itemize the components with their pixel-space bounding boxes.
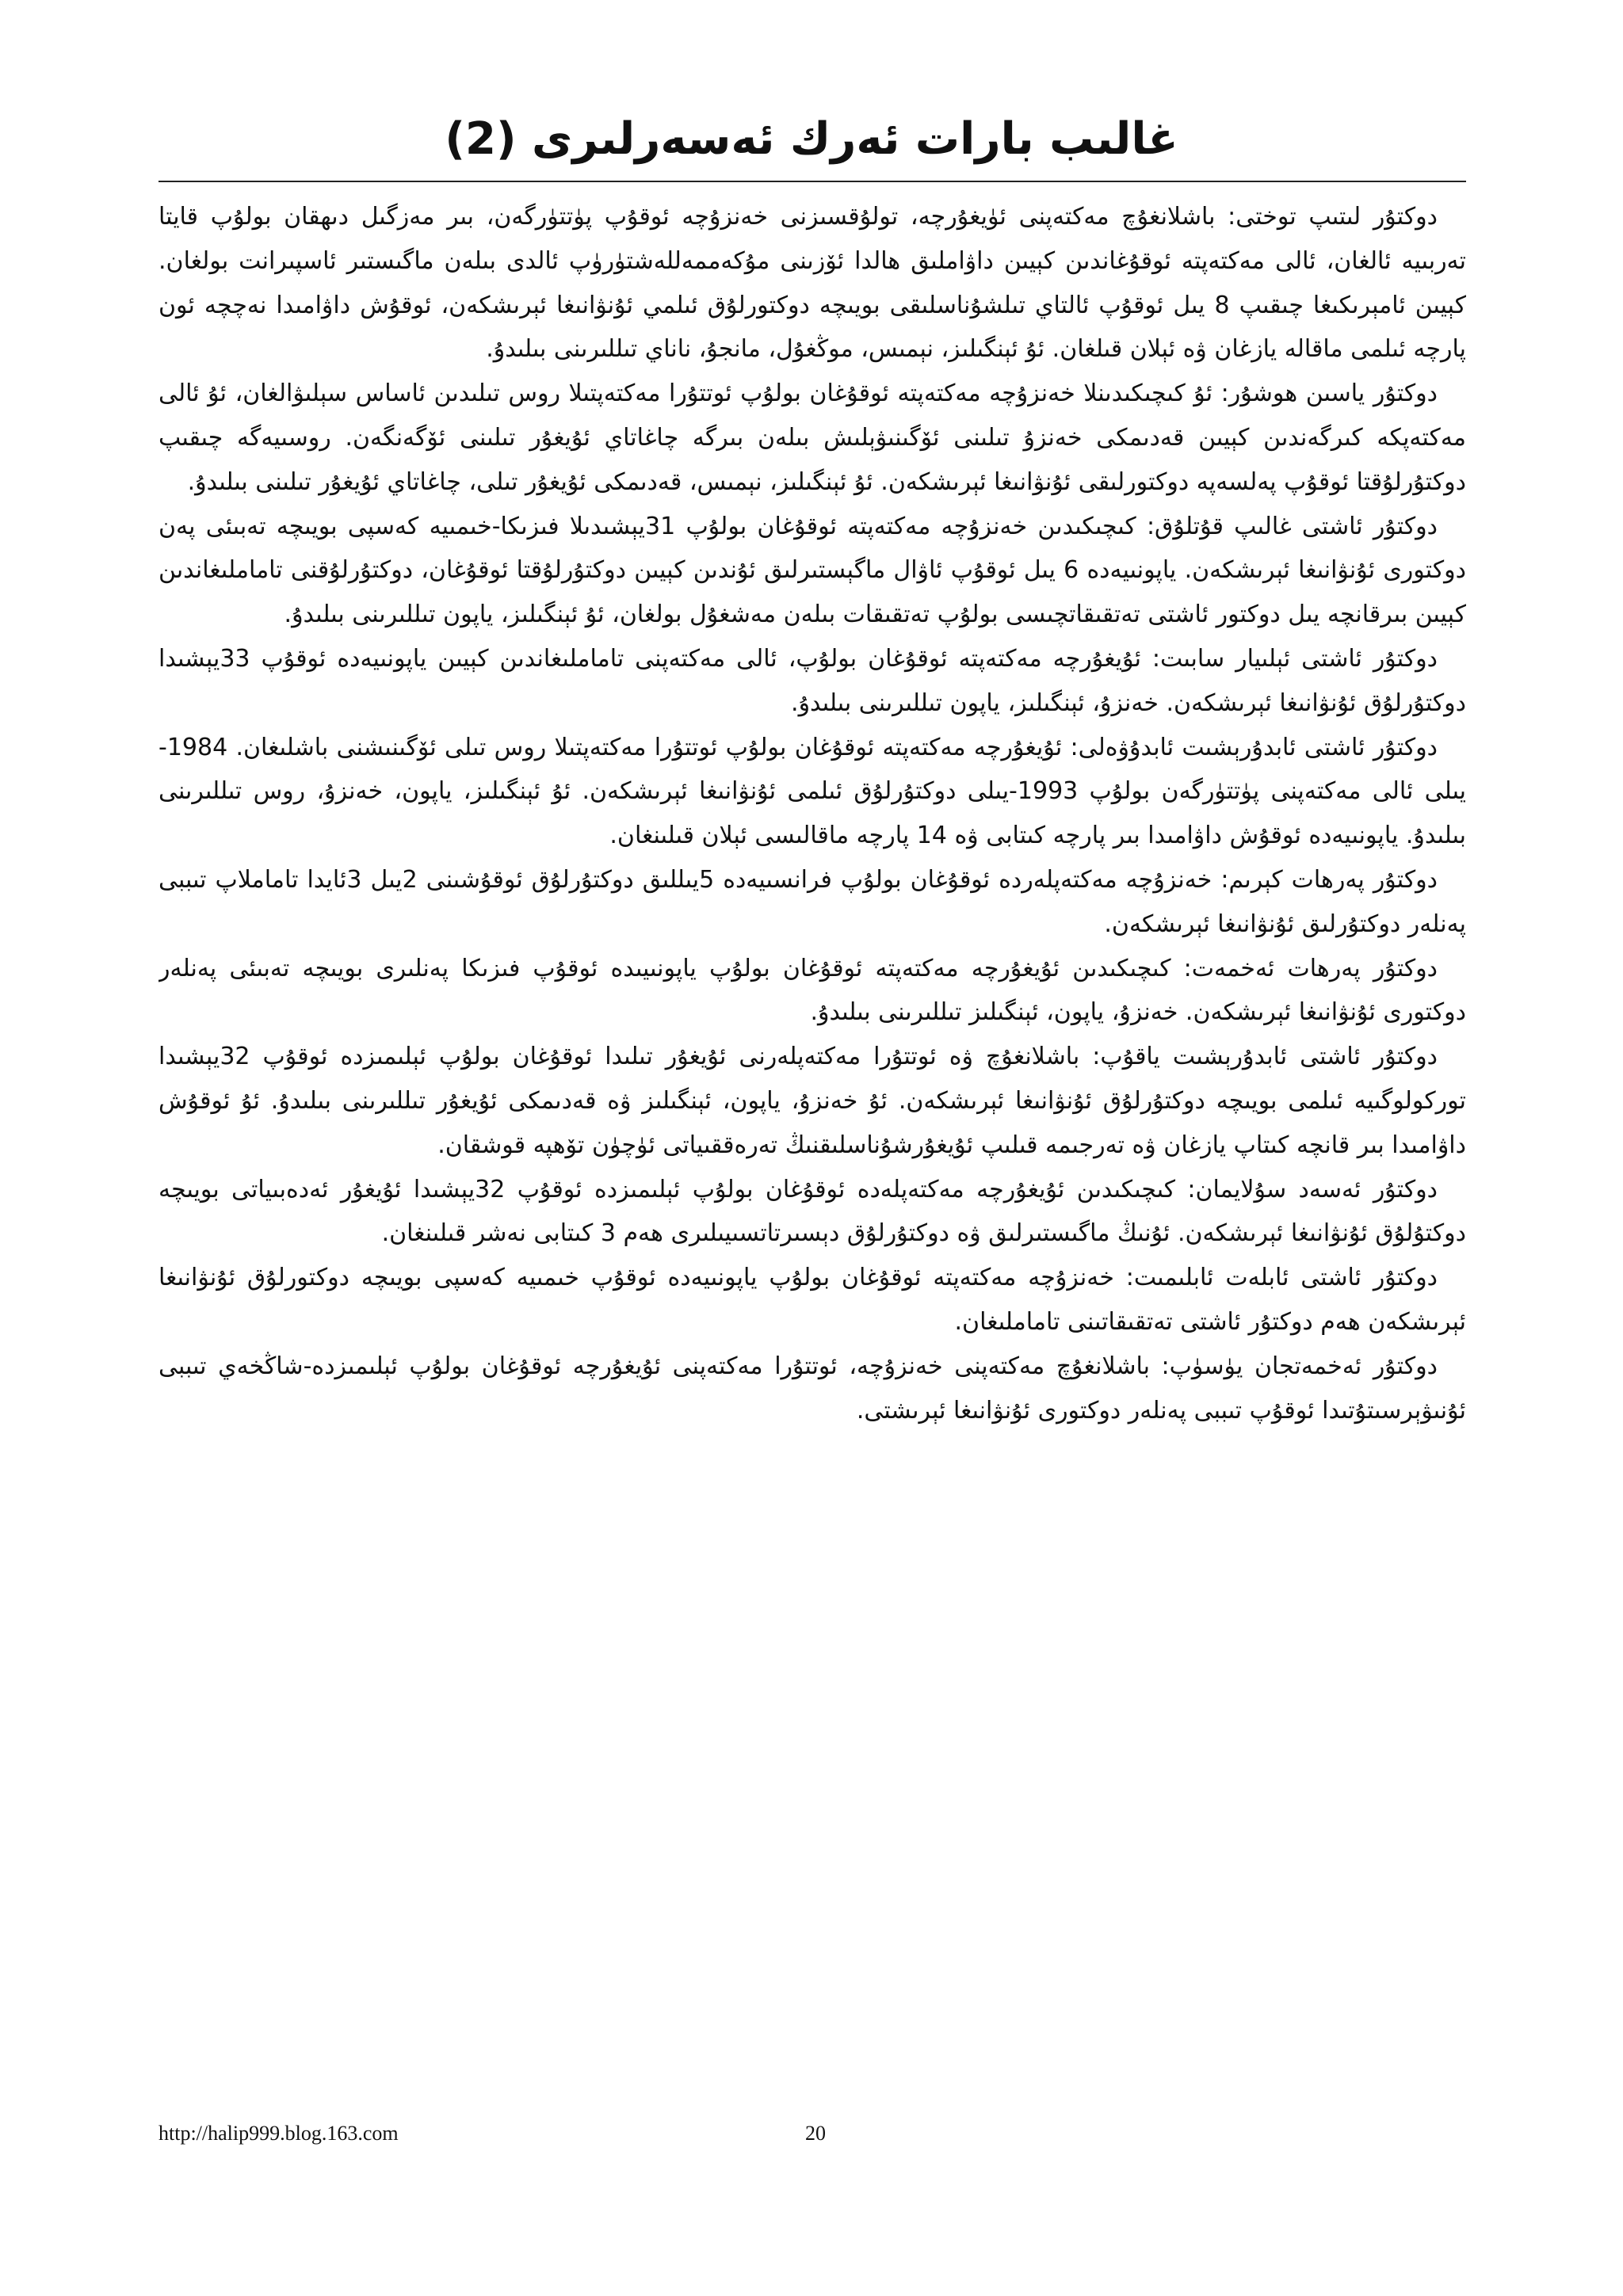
paragraph-esed-sulayman: دوكتۇر ئەسەد سۇلايمان: كىچىكىدىن ئۇيغۇرچە مەكتەپلەدە ئوقۇغان بولۇپ ئېلىمىزدە ئوقۇپ 32يېشىدا ئۇيغۇر ئەدەبىياتى بويىچە دوكتۇلۇق ئۇنۋانىغا ئېرىشكەن. ئۇنىڭ ماگىستىرلىق ۋە دوكتۇرلۇق دېسىرتاتسىيىلىرى ھەم 3 كىتابى نەشر قىلىنغان. <box>158 1175 1466 1248</box>
article-body <box>158 195 1466 2112</box>
paragraph-eliyar-sabit: دوكتۇر ئاشتى ئېلىيار سابىت: ئۇيغۇرچە مەكتەپتە ئوقۇغان بولۇپ، ئالى مەكتەپنى تاماملىغاندىن كېيىن ياپونىيەدە ئوقۇپ 33يېشىدا دوكتۇرلۇق ئۇنۋانىغا ئېرىشكەن. خەنزۇ، ئېنگىلىز، ياپون تىللىرىنى بىلىدۇ. <box>158 644 1466 717</box>
page-title: غالىب بارات ئەرك ئەسەرلىرى (2) <box>445 113 1178 165</box>
paragraph-latip-tokhti: دوكتۇر لىتىپ توختى: باشلانغۇچ مەكتەپنى ئۈيغۇرچە، تولۇقسىزنى خەنزۇچە ئوقۇپ پۈتتۈرگەن، بىر مەزگىل دىھقان بولۇپ قايتا تەربىيە ئالغان، ئالى مەكتەپتە ئوقۇغاندىن كېيىن داۋاملىق ھالدا ئۆزىنى مۇكەممەللەشتۈرۈپ ئالدى بىلەن ماگىستىر ئاسپىرانت بولغان. كېيىن ئامېرىكىغا چىقىپ 8 يىل ئوقۇپ ئالتاي تىلشۇناسلىقى بويىچە دوكتورلۇق ئىلمي ئۇنۋانىغا ئېرىشكەن، ئوقۇش داۋامىدا نەچچە ئون پارچە ئىلمى ماقالە يازغان ۋە ئېلان قىلغان. ئۇ ئېنگىلىز، نېمىس، موڭغۇل، مانجۇ، ناناي تىللىرىنى بىلىدۇ. <box>158 203 1466 364</box>
title-divider <box>158 181 1466 182</box>
paragraph-perhat-ekhmet: دوكتۇر پەرھات ئەخمەت: كىچىكىدىن ئۇيغۇرچە مەكتەپتە ئوقۇغان بولۇپ ياپونىيىدە ئوقۇپ فىزىكا پەنلىرى بويىچە تەبىئى پەنلەر دوكتورى ئۇنۋانىغا ئېرىشكەن. خەنزۇ، ياپون، ئېنگىلىز تىللىرىنى بىلىدۇ. <box>158 954 1466 1027</box>
paragraph-ablet-ablimit: دوكتۇر ئاشتى ئابلەت ئابلىمىت: خەنزۇچە مەكتەپتە ئوقۇغان بولۇپ ياپونىيەدە ئوقۇپ خىمىيە كەسپى بويىچە دوكتورلۇق ئۇنۋانىغا ئېرىشكەن ھەم دوكتۇر ئاشتى تەتقىقاتىنى تاماملىغان. <box>158 1264 1466 1336</box>
paragraph-abdureshit-abduweli: دوكتۇر ئاشتى ئابدۇرېشىت ئابدۇۋەلى: ئۇيغۇرچە مەكتەپتە ئوقۇغان بولۇپ ئوتتۇرا مەكتەپتىلا روس تىلى ئۆگىنىشنى باشلىغان. 1984-يىلى ئالى مەكتەپنى پۈتتۈرگەن بولۇپ 1993-يىلى دوكتۇرلۇق ئىلمى ئۇنۋانىغا ئېرىشكەن. ئۇ ئېنگىلىز، ياپون، خەنزۇ، روس تىللىرىنى بىلىدۇ. ياپونىيەدە ئوقۇش داۋامىدا بىر پارچە كىتابى ۋە 14 پارچە ماقالىسى ئېلان قىلىنغان. <box>158 733 1466 850</box>
footer-url: http://halip999.blog.163.com <box>158 2122 399 2145</box>
paragraph-yasin-hoshur: دوكتۇر ياسىن ھوشۇر: ئۇ كىچىكىدىنلا خەنزۇچە مەكتەپتە ئوقۇغان بولۇپ ئوتتۇرا مەكتەپتىلا روس تىلىدىن ئاساس سېلىۋالغان، ئۇ ئالى مەكتەپكە كىرگەندىن كېيىن قەدىمكى خەنزۇ تىلىنى ئۆگىنىۋېلىش بىلەن بىرگە چاغاتاي ئۇيغۇر تىلىنى ئۆگەنگەن. روسىيەگە چىقىپ دوكتۇرلۇقتا ئوقۇپ پەلسەپە دوكتورلىقى ئۇنۋانىغا ئېرىشكەن. ئۇ ئېنگىلىز، نېمىس، قەدىمكى ئۇيغۇر تىلى، چاغاتاي ئۇيغۇر تىلىنى بىلىدۇ. <box>158 379 1466 496</box>
paragraph-abdureshit-yaqup: دوكتۇر ئاشتى ئابدۇرېشىت ياقۇپ: باشلانغۇچ ۋە ئوتتۇرا مەكتەپلەرنى ئۇيغۇر تىلىدا ئوقۇغان بولۇپ ئېلىمىزدە ئوقۇپ 32يېشىدا توركولوگىيە ئىلمى بويىچە دوكتۇرلۇق ئۇنۋانىغا ئېرىشكەن. ئۇ خەنزۇ، ياپون، ئېنگىلىز ۋە قەدىمكى ئۇيغۇر تىللىرىنى بىلىدۇ. ئۇ ئوقۇش داۋامىدا بىر قانچە كىتاپ يازغان ۋە تەرجىمە قىلىپ ئۇيغۇرشۇناسلىقنىڭ تەرەققىياتى ئۈچۈن تۆھپە قوشقان. <box>158 1043 1466 1159</box>
page-number: 20 <box>805 2122 826 2145</box>
paragraph-perhat-kerim: دوكتۇر پەرھات كېرىم: خەنزۇچە مەكتەپلەردە ئوقۇغان بولۇپ فرانسىيەدە 5يىللىق دوكتۇرلۇق ئوقۇشىنى 2يىل 3ئايدا تاماملاپ تىببى پەنلەر دوكتۇرلىق ئۇنۋانىغا ئېرىشكەن. <box>158 865 1466 938</box>
paragraph-ekhmetjan-yusup: دوكتۇر ئەخمەتجان يۈسۈپ: باشلانغۇچ مەكتەپنى خەنزۇچە، ئوتتۇرا مەكتەپنى ئۇيغۇرچە ئوقۇغان بولۇپ ئېلىمىزدە-شاڭخەي تىببى ئۇنىۋېرسىتۇتىدا ئوقۇپ تىببى پەنلەر دوكتورى ئۇنۋانىغا ئېرىشتى. <box>158 1352 1466 1425</box>
paragraph-ghalip-qutluq: دوكتۇر ئاشتى غالىپ قۇتلۇق: كىچىكىدىن خەنزۇچە مەكتەپتە ئوقۇغان بولۇپ 31يېشىدىلا فىزىكا-خىمىيە كەسپى بويىچە تەبىئى پەن دوكتورى ئۇنۋانىغا ئېرىشكەن. ياپونىيەدە 6 يىل ئوقۇپ ئاۋال ماگېستىرلىق ئۇندىن كېيىن دوكتۇرلۇقتا ئوقۇغان، دوكتۇرلۇقنى تاماملىغاندىن كېيىن بىرقانچە يىل دوكتور ئاشتى تەتقىقاتچىسى بولۇپ تەتقىقات بىلەن مەشغۇل بولغان، ئۇ ئېنگىلىز، ياپون تىللىرىنى بىلىدۇ. <box>158 512 1466 629</box>
